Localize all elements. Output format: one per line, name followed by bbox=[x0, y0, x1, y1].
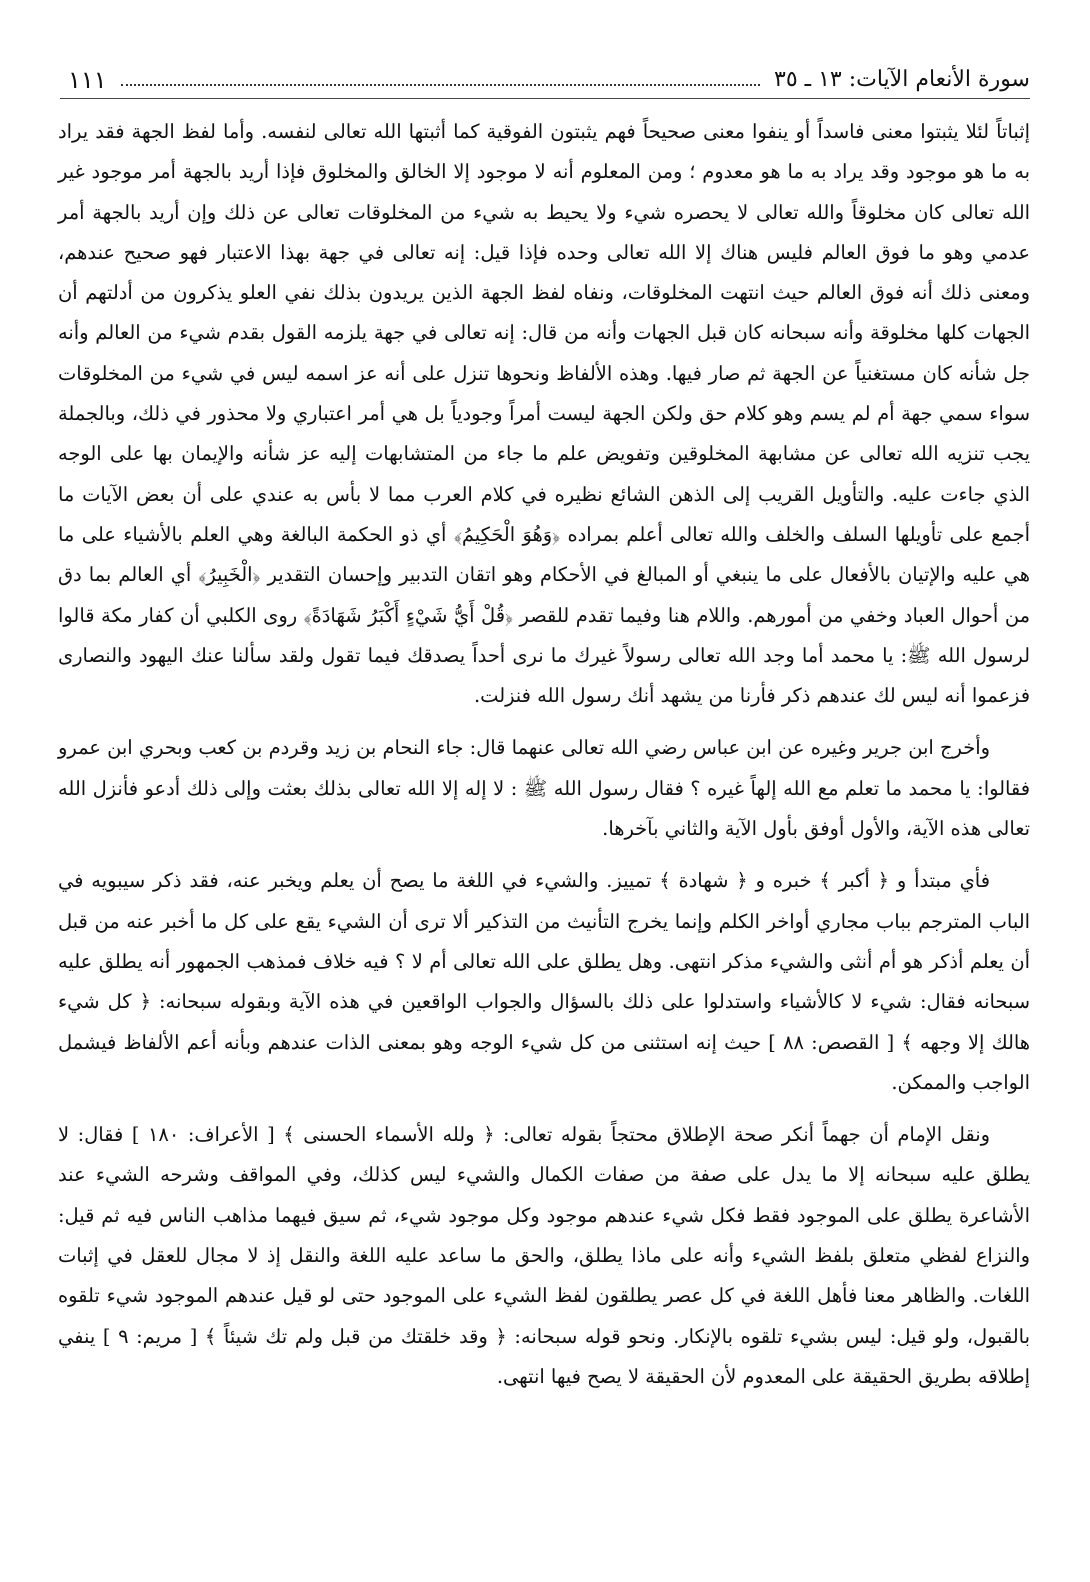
page-number: ١١١ bbox=[68, 66, 107, 94]
page-header bbox=[60, 58, 1030, 99]
paragraph-3: فأي مبتدأ و ﴿ أكبر ﴾ خبره و ﴿ شهادة ﴾ تمييز. والشيء في اللغة ما يصح أن يعلم ويخبر عنه، فقد ذكر سيبويه في الباب المترجم بباب مجاري أواخر الكلم وإنما يخرج التأنيث من التذكير ألا ترى أن الشيء يقع على كل ما أخبر عنه من قبل أن يعلم أذكر هو أم أنثى والشيء مذكر انتهى. وهل يطلق على الله تعالى أم لا ؟ فيه خلاف فمذهب الجمهور أنه يطلق عليه سبحانه فقال: شيء لا كالأشياء واستدلوا على ذلك بالسؤال والجواب الواقعين في هذه الآية وبقوله سبحانه: ﴿ كل شيء هالك إلا وجهه ﴾ [ القصص: ٨٨ ] حيث إنه استثنى من كل شيء الوجه وهو بمعنى الذات عندهم وبأنه أعم الألفاظ فيشمل الواجب والممكن. bbox=[58, 869, 1030, 1094]
paragraph-4: ونقل الإمام أن جهماً أنكر صحة الإطلاق محتجاً بقوله تعالى: ﴿ ولله الأسماء الحسنى ﴾ [ الأعراف: ١٨٠ ] فقال: لا يطلق عليه سبحانه إلا ما يدل على صفة من صفات الكمال والشيء ليس كذلك، وفي المواقف وشرحه الشيء عند الأشاعرة يطلق على الموجود فقط فكل شيء عندهم موجود وكل موجود شيء، ثم سيق فيهما مذاهب الناس فيه ثم قيل: والنزاع لفظي متعلق بلفظ الشيء وأنه على ماذا يطلق، والحق ما ساعد عليه اللغة والنقل إذ لا مجال للعقل في إثبات اللغات. والظاهر معنا فأهل اللغة في كل عصر يطلقون لفظ الشيء على الموجود حتى لو قيل عندهم الموجود شيء تلقوه بالقبول، ولو قيل: ليس بشيء تلقوه بالإنكار. ونحو قوله سبحانه: ﴿ وقد خلقتك من قبل ولم تك شيئاً ﴾ [ مريم: ٩ ] ينفي إطلاقه بطريق الحقيقة على المعدوم لأن الحقيقة لا يصح فيها انتهى. bbox=[58, 1123, 1030, 1388]
page-body bbox=[58, 112, 1030, 1397]
running-title: سورة الأنعام الآيات: ١٣ ـ ٣٥ bbox=[774, 67, 1030, 92]
paragraph-1: إثباتاً لئلا يثبتوا معنى فاسداً أو ينفوا معنى صحيحاً فهم يثبتون الفوقية كما أثبتها الله تعالى لنفسه. وأما لفظ الجهة فقد يراد به ما هو موجود وقد يراد به ما هو معدوم ؛ ومن المعلوم أنه لا موجود إلا الخالق والمخلوق فإذا أريد بالجهة أمر موجود غير الله تعالى كان مخلوقاً والله تعالى لا يحصره شيء ولا يحيط به شيء من المخلوقات تعالى عن ذلك وإن أريد بالجهة أمر عدمي وهو ما فوق العالم فليس هناك إلا الله تعالى وحده فإذا قيل: إنه تعالى في جهة بهذا الاعتبار فهو صحيح عندهم، ومعنى ذلك أنه فوق العالم حيث انتهت المخلوقات، ونفاه لفظ الجهة الذين يريدون بذلك نفي العلو يذكرون من أدلتهم أن الجهات كلها مخلوقة وأنه سبحانه كان قبل الجهات وأنه من قال: إنه تعالى في جهة يلزمه القول بقدم شيء من العالم وأنه جل شأنه كان مستغنياً عن الجهة ثم صار فيها. وهذه الألفاظ ونحوها تنزل على أنه عز اسمه ليس في شيء من المخلوقات سواء سمي جهة أم لم يسم وهو كلام حق ولكن الجهة ليست أمراً وجودياً بل هي أمر اعتباري ولا محذور في ذلك، وبالجملة يجب تنزيه الله تعالى عن مشابهة المخلوقين وتفويض علم ما جاء من المتشابهات إليه عز شأنه والإيمان بها على الوجه الذي جاءت عليه. والتأويل القريب إلى الذهن الشائع نظيره في كلام العرب مما لا بأس به عندي على أن بعض الآيات ما أجمع على تأويلها السلف والخلف والله تعالى أعلم بمراده ﴿وَهُوَ الْحَكِيمُ﴾ أي ذو الحكمة البالغة وهي العلم بالأشياء على ما هي عليه والإتيان بالأفعال على ما ينبغي أو المبالغ في الأحكام وهو اتقان التدبير وإحسان التقدير ﴿الْخَبِيرُ﴾ أي العالم بما دق من أحوال العباد وخفي من أمورهم. واللام هنا وفيما تقدم للقصر ﴿قُلْ أَيُّ شَيْءٍ أَكْبَرُ شَهَادَةً﴾ روى الكلبي أن كفار مكة قالوا لرسول الله ﷺ: يا محمد أما وجد الله تعالى رسولاً غيرك ما نرى أحداً يصدقك فيما تقول ولقد سألنا عنك اليهود والنصارى فزعموا أنه ليس لك عندهم ذكر فأرنا من يشهد أنك رسول الله فنزلت. bbox=[58, 120, 1030, 708]
paragraph-2: وأخرج ابن جرير وغيره عن ابن عباس رضي الله تعالى عنهما قال: جاء النحام بن زيد وقردم بن كعب وبحري ابن عمرو فقالوا: يا محمد ما تعلم مع الله إلهاً غيره ؟ فقال رسول الله ﷺ : لا إله إلا الله تعالى بذلك بعثت وإلى ذلك أدعو فأنزل الله تعالى هذه الآية، والأول أوفق بأول الآية والثاني بآخرها. bbox=[58, 736, 1030, 841]
header-dotted-leader bbox=[121, 84, 760, 86]
